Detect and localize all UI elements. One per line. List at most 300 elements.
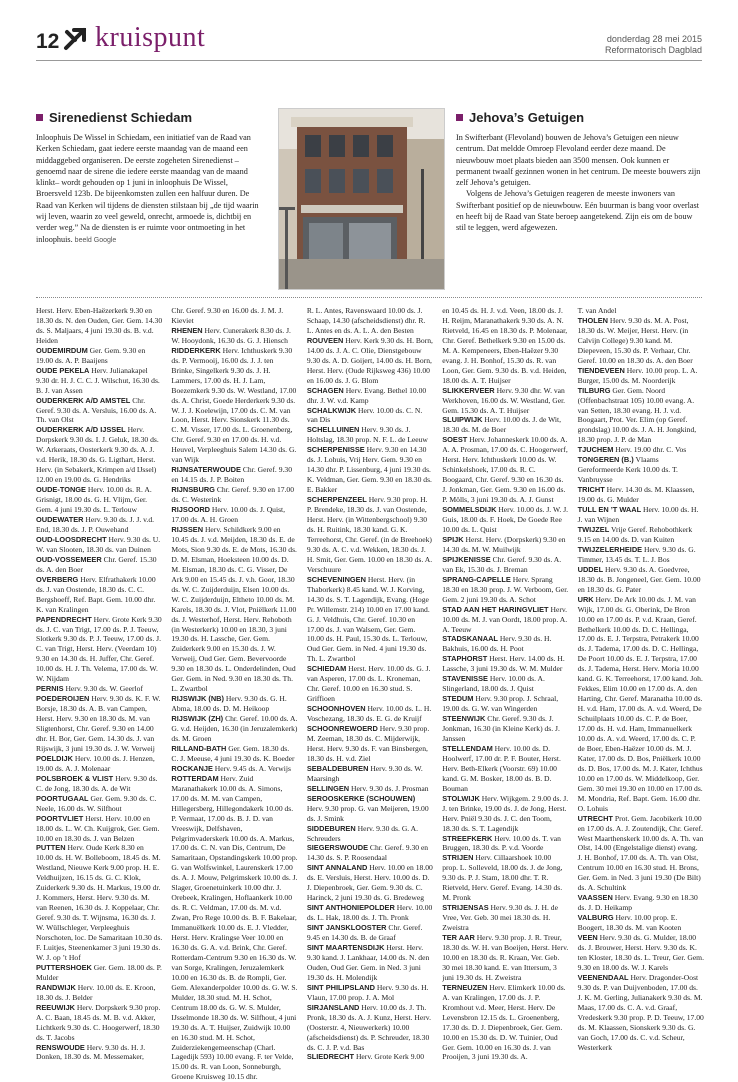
- service-details: Herv. Wijkgem. 2 9.00 ds. J. J. ten Brinke, 19.00 ds. J. de Jong, Herst. Herv. Pniël 9.30 ds. J. C. den Toom, 18.30 ds. S. T. Lagendijk: [442, 793, 569, 833]
- town-name: PERNIS: [36, 684, 64, 694]
- town-name: RIJSOORD: [171, 505, 211, 515]
- top-articles: [36, 108, 702, 294]
- listing-entry: [36, 963, 162, 983]
- listing-entry: [307, 863, 433, 903]
- listing-entry: [442, 575, 568, 605]
- listing-entry: [307, 903, 433, 923]
- town-name: RHENEN: [171, 325, 203, 335]
- service-details: Herv. De Ark 10.00 ds. J. M. van Wijk, 17.00 ds. G. Oberink, De Bron 10.00 en 17.00 ds. P. v.d. Kraan, Geref. Bethelkerk 10.00 ds. D. C. Hellinga, 17.00 ds. E. J. Terpstra, Petrakerk 10.00 ds. J. Tadema, 17.00 ds. D. C. Hellinga, De Poort 10.00 ds. E. J. Terpstra, 17.00 ds. J. Tadema, Herst. Herv. Moria 10.00 kand. G. K. Terreehorst, 17.00 kand. Joh. Fekkes, Elim 10.00 en 17.00 ds. A. den Harting, Chr. Geref. Maranatha 10.00 ds. H. v.d. Ham, 17.00 ds. A. v.d. Weerd, De Schuilplaats 10.00 ds. C. P. de Boer, 17.00 ds. H. v.d. Ham, Immanuelkerk 10.00 ds. A. v.d. Weerd, 17.00 ds. C. P. de Boer, Eben-Haëzer 10.00 ds. M. J. Kater, 17.00 ds. D. Bos, Pniëlkerk 10.00 ds. D. Bos, 17.00 ds. M. J. Kater, Ichthus 10.00 en 17.00 ds. W. Middelkoop, Ger. Gem. 30 mei 19.30 en 10.00 en 17.00 ds. M. Mondria, Ref. Bapt. Gem. 16.00 dhr. O. Lohuis: [577, 594, 703, 813]
- listing-entry: [442, 386, 568, 416]
- building-illustration: [279, 109, 444, 289]
- town-name: VEENENDAAL: [577, 972, 629, 982]
- header-date: donderdag 28 mei 2015: [606, 34, 702, 44]
- listing-entry: [442, 853, 568, 903]
- listing-entry: [307, 983, 433, 1003]
- service-details: Herv. Dorpskerk 9.30 prop. A. C. Baan, 18.45 ds. M. B. v.d. Akker, Lichtkerk 9.30 ds. C. Hoogerwerf, 18.30 ds. T. Jacobs: [36, 1002, 161, 1042]
- town-name: SCHERPENZEEL: [306, 495, 367, 505]
- town-name: VAASSEN: [577, 893, 613, 903]
- article-title-text: Jehova’s Getuigen: [469, 109, 585, 125]
- listing-entry: [442, 605, 568, 635]
- town-name: RIJNSATERWOUDE: [171, 465, 241, 475]
- listing-entry: [307, 1052, 433, 1062]
- town-name: RIJSWIJK (NB): [171, 694, 224, 704]
- service-details: Chr. Geref. 10.00 ds. A. G. v.d. Heijden, 16.30 (in Jeruzalemkerk) ds. M. Groen: [171, 714, 298, 743]
- town-name: OUDE-TONGE: [36, 485, 86, 495]
- service-details: Chr. Geref. 9.30 en 16.00 ds. J. M. J. Kieviet: [171, 306, 284, 325]
- town-name: SCHAGEN: [306, 385, 344, 395]
- town-name: RILLAND-BATH: [171, 743, 227, 753]
- town-name: POLSBROEK & VLIST: [36, 773, 114, 783]
- service-details: Chr. Geref. 9.30 ds. A. Versluis, 16.00 ds. A. Th. van Olst: [36, 395, 157, 425]
- service-details: Vlaams Gereformeerde Kerk 10.00 ds. T. Vanbruysse: [577, 455, 678, 485]
- service-details: Herv. 10.00 ds. T. van Bruggen, 18.30 ds. P. v.d. Voorde: [442, 833, 561, 853]
- town-name: STAPHORST: [442, 654, 488, 664]
- town-name: VALBURG: [577, 913, 614, 923]
- listing-entry: [578, 913, 704, 933]
- town-name: TERNEUZEN: [442, 982, 488, 992]
- service-details: Chr. Geref. 9.30 ds. A. van Ek, 15.30 ds. J. Breman: [442, 554, 562, 574]
- page-header: [0, 0, 738, 62]
- town-name: SCHELLUINEN: [306, 425, 360, 435]
- service-details: Herv. 10.00 ds. M. J. van Oordt, 18.00 prop. A. A. Teeuw: [442, 604, 568, 634]
- listing-column: [36, 306, 163, 1062]
- town-name: TWIJZEL: [577, 524, 610, 534]
- town-name: ROTTERDAM: [171, 773, 219, 783]
- town-name: SPRANG-CAPELLE: [442, 574, 511, 584]
- listing-entry: [442, 834, 568, 854]
- listing-entry: [171, 346, 297, 465]
- listing-entry: [36, 346, 162, 366]
- listing-entry: [442, 714, 568, 744]
- listing-entry: [578, 386, 704, 446]
- listing-entry: [171, 744, 297, 764]
- listing-entry: [578, 525, 704, 545]
- listing-entry: [307, 1003, 433, 1053]
- town-name: STRIJEN: [442, 853, 474, 863]
- article-body: [456, 132, 702, 234]
- town-name: PUTTEN: [36, 843, 66, 853]
- town-name: SIRJANSLAND: [306, 1002, 360, 1012]
- service-details: Herv. 10.00 ds. D. Hoolwerf, 17.00 dr. P. F. Bouter, Herst. Herv. Beth-Elkerk (Voorstr. 69) 10.00 kand. G. M. Bosker, 18.00 ds. B. D. Bouman: [442, 743, 561, 793]
- listing-entry: [36, 684, 162, 694]
- listing-entry: [307, 306, 433, 336]
- town-name: POORTVLIET: [36, 813, 84, 823]
- listing-entry: [307, 425, 433, 445]
- listing-entry: [442, 505, 568, 535]
- service-details: Herv. 10.00 ds. L. Hak, 18.00 ds. J. Th. Pronk: [306, 903, 433, 923]
- town-name: POELDIJK: [36, 753, 73, 763]
- section-title: kruispunt: [95, 22, 206, 53]
- town-name: UDDEL: [577, 564, 604, 574]
- town-name: RANDWIJK: [36, 982, 76, 992]
- town-name: RIJSSEN: [171, 524, 204, 534]
- service-details: Herv. 9.30 ds. W. Geerlof: [65, 684, 143, 694]
- listing-entry: [171, 714, 297, 744]
- service-details: Herv. Grote Kerk 9.00: [355, 1052, 424, 1062]
- town-name: SELLINGEN: [306, 783, 350, 793]
- service-details: Ger. Gem. 9.30 ds. C. Neele, 16.00 ds. W. Silfhout: [36, 793, 157, 813]
- town-name: ROUVEEN: [306, 335, 344, 345]
- listing-entry: [442, 903, 568, 933]
- listing-entry: [578, 316, 704, 366]
- town-name: SINT JANSKLOOSTER: [306, 923, 387, 933]
- service-details: Herv. 9.30 prop. H. P. Brendeke, 18.30 ds. J. van Oostende, Herst. Herv. (in Wittenbergschool) 9.30 ds. H. Ruitink, 18.30 kand. G. K. Terreehorst, Chr. Geref. (in de Breehoek) 9.30 ds. A. C. v.d. Wekken, 18.30 ds. J. H. Smit, Ger. Gem. 10.00 en 18.30 ds. A. Verschuure: [306, 495, 433, 574]
- listing-entry: [578, 933, 704, 973]
- service-details: Herv. 10.00 prop. E. Boogert, 18.30 ds. M. van Kooten: [577, 913, 682, 933]
- listing-entry: [171, 764, 297, 774]
- article-body-text: Inloophuis De Wissel in Schiedam, een initiatief van de Raad van Kerken Schiedam, gaat iedere eerste maandag van de maand een middaggebed organiseren. De eerste zogeheten Sirenedienst –genoemd naar de sirene die iedere eerste maandag van de maand klinkt– wordt gehouden op 1 juni in inloophuis De Wissel, Broersveld 123b. De bijeenkomsten zullen een halfuur duren. De Raad van Kerken wil tijdens de diensten stilstaan bij „de tijd waarin wij leven, waarin zo veel geweld, onrecht, armoede is, dichtbij en verder weg.” Na de diensten is er ruimte voor ontmoeting in het inloophuis.: [36, 133, 259, 244]
- town-name: TRICHT: [577, 485, 605, 495]
- listing-entry: [307, 794, 433, 824]
- service-details: Herv. 9.30 prop. J. Schraal, 19.00 ds. G. W. van Wingerden: [442, 694, 559, 714]
- service-details: Herv. 9.30 ds. J. Holtslag, 18.30 prop. N. F. L. de Leeuw: [306, 425, 428, 445]
- service-details: Herv. Dorpskerk 9.30 ds. I. J. Geluk, 18.30 ds. W. Arkeraats, Oosterkerk 9.30 ds. A. J. v.d. Herik, 18.30 ds. G. Ligthart, Herst. Herv. (in Sebakerk, Krimpen a/d IJssel) 12.00 en 19.00 ds. G. Hendriks: [36, 425, 159, 485]
- service-details: Chr. Geref. 9.30 ds. J. Jonkman, 16.30 (in Kleine Kerk) ds. J. Janssen: [442, 714, 560, 743]
- town-name: SCHEVENINGEN: [306, 574, 366, 584]
- listing-entry: [578, 545, 704, 565]
- town-name: PAPENDRECHT: [36, 614, 92, 624]
- article-title: [36, 108, 264, 126]
- listing-entry: [36, 754, 162, 774]
- service-details: Ger. Gem. 18.00 ds. P. Mulder: [36, 962, 162, 982]
- service-details: Herv. 9.30 ds. K. F. W. Borsje, 18.30 ds. A. B. van Campen, Herst. Herv. 9.30 en 18.30 ds. M. van Sligtenhorst, Chr. Geref. 9.30 en 14.00 dhr. H. Bor, Ger. Gem. 14.30 ds. J. van Rijswijk, 3 juni 19.30 ds. J. W. Verweij: [36, 694, 161, 753]
- listing-entry: [171, 485, 297, 505]
- service-details: Herv. Zuid Maranathakerk 10.00 ds. A. Simons, 17.00 ds. M. M. van Campen, Hillegersberg, Hillegondakerk 10.00 ds. P. Vermaat, 17.00 ds. B. J. D. van Vreeswijk, Delfshaven, Pelgrimvaderskerk 10.00 ds. A. Markus, 17.00 ds. C. N. van Dis, Centrum, De Samaritaan, Opstandingskerk 10.00 prop. G. van Wolfswinkel, Laurenskerk 17.00 ds. A. J. Mouw, Pelgrimskerk 10.00 ds. J. Slager, Groenetuinkerk 10.00 dhr. J. Orebeek, Kralingen, Hoflaankerk 10.00 ds. R. C. Veldman, 17.00 ds. M. v.d. Zwan, Pro Rege 10.00 ds. B. F. Bakelaar, Immanuëlkerk 10.00 ds. E. J. Vledder, Herst. Herv. Kralingse Veer 10.00 en 16.30 ds. G. A. v.d. Brink, Chr. Geref. Rotterdam-Centrum 9.30 en 16.30 ds. W. van Sorge, Kralingen, Jeruzalemkerk 10.00 en 16.30 ds. B. de Rompli, Ger. Gem. Alexanderpolder 10.00 ds. G. W. S. Mulder, 18.30 stud. M. H. Schot, Centrum 18.00 ds. G. W. S. Mulder, IJsselmonde 18.30 ds. W. Silfhout, 4 juni 19.30 ds. A. T. Huijser, Zuidwijk 10.00 en 16.30 stud. M. H. Schot, Zuiderziekengemeenschap (Charl. Lagedijk 593) 10.00 evang. F. ter Velde, 15.00 ds. R. van Loon, Sonneburgh, Groene Kruisweg 10.15 dhr.: [171, 773, 298, 1082]
- service-details: Herv. 10.00 prop. L. A. Burger, 15.00 ds. M. Noorderijk: [577, 365, 698, 385]
- service-details: Herst. Herv. 9.30 kand. J. Lankhaar, 14.00 ds. N. den Ouden, Oud Ger. Gem. in Ned. 3 juni 19.30 ds. H. Molendijk: [306, 943, 430, 982]
- town-name: SLIEDRECHT: [306, 1052, 355, 1062]
- service-details: Ger. Gem. 9.30 en 19.00 ds. A. P. Baaijens: [36, 345, 146, 365]
- service-details: Herst. Herv. 14.00 ds. H. Lassche, 3 juni 19.30 ds. W. M. Mulder: [442, 654, 565, 674]
- town-name: SINT MAARTENSDIJK: [306, 943, 385, 952]
- header-meta: [605, 34, 702, 56]
- town-name: SPIJKENISSE: [442, 554, 491, 564]
- service-details: Herv. 9.30 ds. J. J. v.d. End, 18.30 ds. J. P. Ouwehand: [36, 515, 155, 534]
- service-details: Chr. Geref. 9.30 en 14.15 ds. J. P. Boiten: [171, 465, 292, 485]
- header-divider: [36, 60, 702, 61]
- listing-entry: [36, 814, 162, 844]
- town-name: THOLEN: [577, 315, 609, 325]
- town-name: SINT PHILIPSLAND: [306, 982, 375, 992]
- listing-entry: [36, 485, 162, 515]
- service-details: Ger. Gem. Noord (Offenbachstraat 105) 10.00 evang. A. van Setten, 18.30 evang. H. J. v.d. Boogaart, Prot. Ver. Elim (op Geref. grondslag) 10.00 ds. J. A. H. Jongkind, 18.30 prop. J. P. de Man: [577, 385, 697, 445]
- town-name: SOMMELSDIJK: [442, 505, 497, 515]
- article-jehovas-getuigen: [456, 108, 702, 234]
- service-details: Herv. Dragonder-Oost 9.30 ds. P. van Duijvenboden, 17.00 ds. J. K. M. Gerling, Julianakerk 9.30 ds. M. Maas, 17.00 ds. C. A. v.d. Graaf, Vredeskerk 9.30 prop. P. D. Teeuw, 17.00 ds. M. Klaassen, Sionskerk 9.30 ds. G. van Goch, 17.00 ds. C. v.d. Scheur, Westerkerk: [577, 972, 704, 1052]
- section-divider: [36, 297, 702, 298]
- listing-entry: [307, 824, 433, 844]
- service-details: Herv. 9.30 prop. J. R. Treur, 18.30 ds. W. H. van Boeijen, Herst. Herv. 10.00 en 18.30 ds. R. Kraan, Ver. Geb. 30 mei 18.30 kand. E. van Ittersum, 3 juni 19.30 ds. H. Zweistra: [442, 933, 569, 982]
- service-details: T. van Andel: [577, 306, 617, 315]
- town-name: TILBURG: [577, 385, 611, 395]
- service-details: Herv. 10.00 ds. C. N. van Dis: [306, 405, 423, 425]
- town-name: OUD-LOOSDRECHT: [36, 534, 107, 544]
- service-details: Herv. Evang. Bethel 10.00 dhr. J. W. v.d. Kamp: [306, 385, 427, 405]
- service-details: Herv. 9.30 en 14.30 ds. J. Lohuis, Vrij Herv. Gem. 9.30 en 14.30 dhr. P. Lissenburg, 4 juni 19.30 ds. K. Veldman, Ger. Gem. 9.30 en 18.30 ds. E. Bakker: [306, 445, 432, 495]
- listing-entry: [36, 535, 162, 555]
- town-name: URK: [577, 594, 594, 604]
- listing-entry: [307, 406, 433, 426]
- town-name: SEROOSKERKE (SCHOUWEN): [306, 793, 416, 803]
- service-details: Vrije Geref. Rehobothkerk 9.15 en 14.00 ds. D. van Kuiten: [577, 524, 693, 544]
- service-details: Herst. Herv. Eben-Haëzerkerk 9.30 en 18.30 ds. N. den Ouden, Ger. Gem. 14.30 ds. S. Maljaars, 4 juni 19.30 ds. B. v.d. Heiden: [36, 306, 163, 345]
- town-name: OUD-VOSSEMEER: [36, 554, 102, 564]
- listing-entry: [171, 505, 297, 525]
- town-name: STAVENISSE: [442, 674, 488, 684]
- listing-entry: [307, 336, 433, 386]
- service-details: Herv. 9.30 ds. M. A. Post, 18.30 ds. W. Meijer, Herst. Herv. (in Calvijn College) 9.30 kand. M. Diepeveen, 15.30 ds. P. Verhaar, Chr. Geref. 10.00 en 18.30 ds. A. den Boer: [577, 315, 693, 365]
- service-details: Herv. Sprang 18.30 en 18.30 prop. J. W. Verboom, Ger. Gem. 2 juni 19.30 ds. A. Schot: [442, 574, 569, 604]
- listing-entry: [442, 744, 568, 794]
- listing-column: [442, 306, 569, 1062]
- town-name: STADSKANAAL: [442, 634, 498, 644]
- listing-entry: [36, 575, 162, 615]
- listing-entry: [36, 843, 162, 962]
- listing-entry: [307, 943, 433, 983]
- listing-entry: [36, 774, 162, 794]
- service-details: Herv. 10.00 ds. R. A. Grisnigt, 18.00 ds. G. H. Vlijm, Ger. Gem. 4 juni 19.30 ds. L. Terlouw: [36, 485, 152, 515]
- service-details: Herst. Herv. 10.00 ds. G. J. van Asperen, 17.00 ds. L. Kroneman, Chr. Geref. 10.00 en 16.30 stud. S. Griffioen: [306, 664, 431, 704]
- service-details: Herst. Herv. (Dorpskerk) 9.30 en 14.30 ds. M. W. Muilwijk: [442, 534, 566, 554]
- town-name: TJUCHEM: [577, 445, 614, 455]
- town-name: RIJNSBURG: [171, 485, 215, 495]
- town-name: SINT ANTHONIEPOLDER: [306, 903, 395, 913]
- town-name: SPIJK: [442, 534, 464, 544]
- town-name: TIENDEVEEN: [577, 365, 625, 375]
- listing-entry: [36, 1043, 162, 1063]
- page-number: 12: [36, 30, 60, 53]
- service-details: Herv. Johanneskerk 10.00 ds. A. A. A. Prosman, 17.00 ds. C. Hoogerwerf, Herst. Herv. Ichthuskerk 10.00 ds. W. Schinkelshoek, 17.00 ds. R. C. Boogaard, Chr. Geref. 9.30 en 16.30 ds. J. Jonkman, Ger. Gem. 9.30 en 16.00 ds. P. Mölls, 3 juni 19.30 ds. A. J. Gunst: [442, 435, 568, 505]
- square-bullet-icon: [36, 114, 43, 121]
- service-details: Herv. Elfrathakerk 10.00 ds. J. van Oostende, 18.30 ds. C. C. Bergshoeff, Ref. Bapt. Gem. 10.00 dhr. K. van Kralingen: [36, 574, 156, 614]
- listing-entry: [307, 575, 433, 665]
- town-name: OUDEMIRDUM: [36, 345, 88, 355]
- service-details: Herst. Herv. (in Thaborkerk) 8.45 kand. W. J. Korving, 14.30 ds. S. T. Lagendijk, Evang. (Hoge Pr. Willemstr. 214) 10.00 en 17.00 kand. G. J. Veldhuis, Chr. Geref. 10.30 en 17.00 ds. J. van Walsem, Ger. Gem. 10.00 ds. H. Paul, 15.30 ds. L. Terlouw, Oud Ger. Gem. in Ned. 4 juni 19.30 ds. Th. L. Zwartbol: [306, 574, 430, 664]
- listing-entry: [578, 505, 704, 525]
- town-name: PUTTERSHOEK: [36, 962, 92, 972]
- listing-entry: [442, 654, 568, 674]
- town-name: STRIJENSAS: [442, 903, 489, 913]
- town-name: SCHIEDAM: [306, 664, 347, 674]
- town-name: RIJSWIJK (ZH): [171, 714, 224, 724]
- service-details: Herv. 9.30 dhr. W. van Werkhoven, 16.00 ds. W. Westland, Ger. Gem. 15.30 ds. A. T. Huijser: [442, 385, 566, 415]
- article-paragraph: Volgens de Jehova’s Getuigen reageren de meeste inwoners van Swifterbant positief op de nieuwbouw. Eén buurman is bang voor overlast en heeft bij de Raad van State beroep aangetekend. Zijn eis om de bouw stil te leggen, werd afgewezen.: [456, 189, 699, 233]
- listing-entry: [171, 465, 297, 485]
- listing-entry: [307, 664, 433, 704]
- town-name: STAD AAN HET HARINGVLIET: [442, 604, 549, 614]
- article-title: [456, 108, 702, 126]
- listing-entry: [307, 764, 433, 784]
- service-details: Herv. 9.30 prop. M. Zeeman, 18.30 ds. C. Mijderwijk, Herst. Herv. 9.30 ds. F. van Binsbergen, 18.30 ds. H. v.d. Ziel: [306, 724, 430, 763]
- service-details: Herv. 10.00 ds. E. Kroon, 18.30 ds. J. Belder: [36, 982, 156, 1002]
- town-name: RIDDERKERK: [171, 345, 221, 355]
- listing-entry: [307, 704, 433, 724]
- town-name: OUDERKERK A/D AMSTEL: [36, 395, 131, 405]
- town-name: STELLENDAM: [442, 743, 493, 753]
- service-details: Herv. 9.30 ds. J. H. de Vree, Ver. Geb. 30 mei 18.30 ds. H. Zweistra: [442, 903, 558, 933]
- service-details: Herv. 9.30 ds. U. W. van Slooten, 18.30 ds. van Duinen: [36, 534, 161, 554]
- listing-entry: [307, 724, 433, 764]
- town-name: SOEST: [442, 435, 468, 445]
- listing-entry: [307, 495, 433, 575]
- service-details: Herv. 10.00 ds. J. de Wit, 18.30 ds. M. de Boer: [442, 415, 562, 435]
- service-details: Herv. 9.30 ds. H. Vlaun, 17.00 prop. J. A. Mol: [306, 982, 429, 1002]
- town-name: SCHERPENISSE: [306, 445, 365, 455]
- listing-column: [577, 306, 704, 1052]
- listing-entry: [36, 515, 162, 535]
- town-name: SEBALDEBUREN: [306, 763, 369, 773]
- service-details: Herv. 10.00 ds. A. Slingerland, 18.00 ds. J. Quist: [442, 674, 545, 694]
- service-details: Herv. 9.30 prop. G. van Meijeren, 19.00 ds. J. Smink: [306, 803, 429, 823]
- town-name: SCHOONREWOERD: [306, 724, 378, 734]
- listing-entry: [578, 595, 704, 814]
- town-name: REEUWIJK: [36, 1002, 76, 1012]
- town-name: POEDEROIJEN: [36, 694, 90, 704]
- service-details: Herv. Grote Kerk 9.30 ds. J. C. van Trigt, 17.00 ds. P. J. Teeuw, Slotkerk 9.30 ds. P. J. Teeuw, 17.00 ds. J. C. van Trigt, Herst. Herv. (Veerdam 10) 9.30 en 14.30 ds. H. Juffer, Chr. Geref. 10.00 ds. H. J. Th. Velema, 17.00 ds. W. W. Nijdam: [36, 614, 162, 684]
- service-details: Herst. Herv. 10.00 en 18.00 ds. L. W. Ch. Kuijgrok, Ger. Gem. 10.00 en 18.30 ds. J. van Belzen: [36, 813, 160, 843]
- listing-entry: [36, 306, 162, 346]
- service-details: Herv. 9.30 ds. A. Goedvree, 18.30 ds. B. Jongeneel, Ger. Gem. 10.00 en 18.30 ds. G. Pater: [577, 564, 701, 594]
- listing-entry: [578, 366, 704, 386]
- listing-entry: [171, 326, 297, 346]
- listing-entry: [442, 415, 568, 435]
- town-name: UTRECHT: [577, 813, 613, 823]
- listing-entry: [578, 973, 704, 1053]
- town-name: SLIKKERVEER: [442, 385, 495, 395]
- town-name: OUDE PEKELA: [36, 365, 90, 375]
- listing-column: [171, 306, 298, 1082]
- listing-entry: [171, 694, 297, 714]
- service-details: Chr. Geref. 9.30 en 17.00 ds. C. Westerink: [171, 485, 295, 505]
- article-body: [36, 132, 264, 246]
- listing-entry: [307, 445, 433, 495]
- listing-entry: [307, 784, 433, 794]
- listing-entry: [442, 435, 568, 505]
- article-paragraph: In Swifterbant (Flevoland) bouwen de Jehova’s Getuigen een nieuw centrum. Dat meldde Omroep Flevoland eerder deze maand. De nieuwbouw moet plaats bieden aan 3500 mensen. Ook kunnen er permanent twaalf gezinnen wonen in het centrum. De meeste bouwers zijn zelf Jehova’s getuigen.: [456, 133, 701, 188]
- article-sirenedienst: [36, 108, 264, 246]
- listing-entry: [36, 425, 162, 485]
- listing-entry: [36, 396, 162, 426]
- listing-entry: [578, 565, 704, 595]
- service-details: Herv. 10.00 en 18.00 ds. E. Versluis, Herst. Herv. 10.00 ds. D. J. Diepenbroek, Ger. Gem. 9.30 ds. C. Harinck, 2 juni 19.30 ds. G. Bredeweg: [306, 863, 433, 903]
- listing-entry: [171, 525, 297, 694]
- service-details: Herv. Evang. 9.30 en 18.30 ds. J. D. Heikamp: [577, 893, 698, 913]
- photo-credit: beeld Google: [74, 236, 117, 244]
- cross-arrow-icon: [62, 26, 90, 54]
- listing-entry: [171, 306, 297, 326]
- article-title-text: Sirenedienst Schiedam: [49, 109, 193, 125]
- service-details: Herv. 9.30 ds. G. A. Schreuders: [306, 823, 419, 843]
- listing-entry: [578, 893, 704, 913]
- service-details: Herv. 9.30 ds. G. H. Abma, 18.00 ds. D. M. Heikoop: [171, 694, 287, 714]
- service-details: Herv. 10.00 ds. J. W. J. Guis, 18.00 ds. F. Hoek, De Goede Ree 10.00 ds. L. Quist: [442, 505, 569, 534]
- listing-entry: [36, 983, 162, 1003]
- listing-entry: [36, 694, 162, 754]
- service-details: Herv. Cillaarshoek 10.00 prop. L. Solleveld, 18.00 ds. J. de Jong, 9.30 ds. P. J. Stam, 18.00 dhr. T. R. Rietveld, Herv. Geref. Evang. 14.30 ds. M. Pronk: [442, 853, 563, 903]
- listing-entry: [578, 455, 704, 485]
- listing-entry: [442, 535, 568, 555]
- listing-entry: [578, 306, 704, 316]
- town-name: SCHOONHOVEN: [306, 704, 366, 714]
- town-name: OVERBERG: [36, 574, 79, 584]
- service-details: Herv. 9.30 ds. G. Mulder, 18.00 ds. J. Brouwer, Herst. Herv. 9.30 ds. K. ten Kloster, 18.30 ds. L. Treur, Ger. Gem. 9.30 en 18.00 ds. W. J. Karels: [577, 933, 704, 972]
- listing-entry: [442, 983, 568, 1063]
- listing-entry: [578, 814, 704, 894]
- service-details: Chr. Geref. 9.30 en 14.30 ds. S. P. Roosendaal: [306, 843, 429, 863]
- town-name: RENSWOUDE: [36, 1042, 85, 1052]
- town-name: VEEN: [577, 933, 598, 943]
- town-name: SIDDEBUREN: [306, 823, 356, 833]
- town-name: OUDERKERK A/D IJSSEL: [36, 425, 126, 435]
- service-details: Herv. 10.00 ds. J. Th. Pronk, 18.30 ds. A. J. Kunz, Herst. Herv. (Oosterstr. 4, Nieuwerkerk) 10.00 (afscheidsdienst) ds. P. Schreuder, 18.30 ds. C. J. P. v.d. Bas: [306, 1002, 431, 1052]
- listing-entry: [442, 555, 568, 575]
- service-details: Herv. 9.30 ds. H. J. Donken, 18.30 ds. M. Messemaker,: [36, 1042, 146, 1062]
- listing-entry: [36, 555, 162, 575]
- building-photo: [278, 108, 445, 290]
- service-details: Herv. 9.30 ds. G. Timmer, 13.45 ds. T. L. J. Bos: [577, 544, 696, 564]
- service-details: Herv. 10.00 ds. J. Quist, 17.00 ds. A. H. Groen: [171, 505, 286, 525]
- town-name: STEENWIJK: [442, 714, 486, 724]
- square-bullet-icon: [456, 114, 463, 121]
- listing-entry: [442, 306, 568, 386]
- listing-column: [306, 306, 433, 1062]
- service-details: Herv. Ichthuskerk 9.30 ds. P. Vermooij, 16.00 ds. J. J. ten Brinke, Singelkerk 9.30 ds. J. H. Lammers, 17.00 ds. H. J. Lam, Boezemkerk 9.30 ds. W. Westland, 17.00 ds. A. Christ, Goede Herderkerk 9.30 ds. W. J. J. Koelewijn, 17.00 ds. C. M. van Loon, Herst. Herv. Sionskerk 11.30 ds. C. M. Visser, 17.00 ds. L. Groenenberg, Chr. Geref. 9.30 en 17.00 ds. H. v.d. Heuvel, Verpleeghuis Salem 14.30 ds. G. van Wijk: [171, 345, 297, 465]
- listing-entry: [442, 634, 568, 654]
- listing-entry: [307, 923, 433, 943]
- town-name: TONGEREN (B.): [577, 455, 634, 465]
- service-details: Herv. 19.00 dhr. C. Vos: [615, 445, 687, 455]
- listing-entry: [578, 485, 704, 505]
- listing-entry: [442, 794, 568, 834]
- listing-entry: [442, 933, 568, 983]
- service-details: Herv. Elimkerk 10.00 ds. A. van Kralingen, 17.00 ds. J. P. Kromhout v.d. Meer, Herst. Herv. De Levensbron 12.15 ds. L. Groenenberg, 17.30 ds. D. J. Diepenbroek, Ger. Gem. 10.00 en 15.30 ds. D. W. Tuinier, Oud Ger. Gem. 10.00 en 16.30 ds. J. van Prooijen, 3 juni 19.30 ds. A.: [442, 982, 566, 1062]
- listing-entry: [442, 674, 568, 694]
- listing-entry: [36, 615, 162, 685]
- town-name: SIEGERSWOUDE: [306, 843, 368, 853]
- listing-entry: [307, 386, 433, 406]
- town-name: ROCKANJE: [171, 763, 213, 773]
- service-details: R. L. Antes, Ravenswaard 10.00 ds. J. Schaap, 14.30 (afscheidsdienst) dhr. R. L. Antes en ds. A. L. A. den Besten: [306, 306, 426, 335]
- listing-entry: [442, 694, 568, 714]
- town-name: POORTUGAAL: [36, 793, 89, 803]
- service-details: Herv. 10.00 ds. L. H. Voschezang, 18.30 ds. E. G. de Kruijf: [306, 704, 432, 724]
- service-details: Herv. 9.30 ds. H. Bakhuis, 16.00 ds. H. Poot: [442, 634, 552, 654]
- town-name: TULL EN ’T WAAL: [577, 505, 642, 515]
- town-name: STOLWIJK: [442, 793, 480, 803]
- town-name: TER AAR: [442, 933, 475, 943]
- town-name: SCHALKWIJK: [306, 405, 357, 415]
- service-details: Herv. Julianakapel 9.30 dr. H. J. C. C. J. Wilschut, 16.30 ds. B. J. van Assen: [36, 365, 160, 395]
- service-details: Herv. 9.45 ds. A. Verwijs: [214, 763, 291, 773]
- service-details: Chr. Geref. 15.30 ds. A. den Boer: [36, 554, 157, 574]
- service-details: Herv. Cunerakerk 8.30 ds. J. W. Hooydonk, 16.30 ds. G. J. Hiensch: [171, 325, 291, 345]
- service-details: Ger. Gem. 18.30 ds. C. J. Meeuse, 4 juni 19.30 ds. K. Boeder: [171, 743, 295, 763]
- service-details: Herv. 10.00 ds. J. Henzen, 19.00 ds. A. J. Molenaar: [36, 753, 155, 773]
- town-name: SLUIPWIJK: [442, 415, 483, 425]
- church-service-listings: [36, 306, 704, 1082]
- service-details: Herv. 9.30 ds. C. de Jong, 18.30 ds. A. de Wit: [36, 773, 158, 793]
- service-details: Herv. Kerk 9.30 ds. H. Born, 14.00 ds. J. A. C. Olie, Dienstgebouw 9.30 ds. A. D. Goijert, 14.00 ds. H. Born, Herst. Herv. (Oude Rijksweg 436) 10.00 en 16.00 ds. J. G. Blom: [306, 335, 433, 385]
- service-details: Herv. Schildkerk 9.00 en 10.45 ds. J. v.d. Meijden, 18.30 ds. E. de Mots, Sion 9.30 ds. E. de Mots, 16.30 ds. D. M. Elsman, Hoeksteen 10.00 ds. D. M. Elsman, 18.30 ds. C. G. Visser, De Ark 9.00 en 15.45 ds. J. v.h. Goor, 18.30 ds. W. C. Zuijderduijn, Elsen 10.00 ds. W. C. Zuijderduijn, Eltheto 10.00 ds. M. Karels, 18.30 ds. J. Vlot, Pniëlkerk 11.00 ds. J. Westerhof, Herst. Herv. Rehoboth (in Westerkerk) 10.00 en 18.30, 3 juni 19.30 ds. H. Lassche, Ger. Gem. Zuiderkerk 9.00 en 15.30 ds. J. W. Verweij, Oud Ger. Gem. Bevervoorde 9.30 en 18.30 ds. L. Onderdelinden, Oud Ger. Gem. in Ned. 9.30 en 18.30 ds. Th. L. Zwartbol: [171, 524, 297, 694]
- service-details: Herv. 9.30 ds. J. Prosman: [351, 783, 429, 793]
- listing-entry: [171, 774, 297, 1082]
- listing-entry: [36, 794, 162, 814]
- service-details: en 10.45 ds. H. J. v.d. Veen, 18.00 ds. J. H. Reijm, Maranathakerk 9.30 ds. A. N. Rietveld, 16.45 en 18.30 ds. P. Molenaar, Chr. Geref. Bethelkerk 9.30 en 15.00 ds. M. A. Kempeneers, Eben-Haëzer 9.30 evang. J. H. Bonhof, 15.30 ds. R. van Loon, Ger. Gem. 9.30 ds. B. v.d. Heiden, 18.00 ds. A. T. Huijser: [442, 306, 568, 385]
- service-details: Herv. 14.30 ds. M. Klaassen, 19.00 ds. G. Mulder: [577, 485, 695, 505]
- town-name: TWIJZELERHEIDE: [577, 544, 643, 554]
- service-details: Chr. Geref. 9.45 en 14.30 ds. B. de Graaf: [306, 923, 423, 943]
- town-name: STREEFKERK: [442, 833, 493, 843]
